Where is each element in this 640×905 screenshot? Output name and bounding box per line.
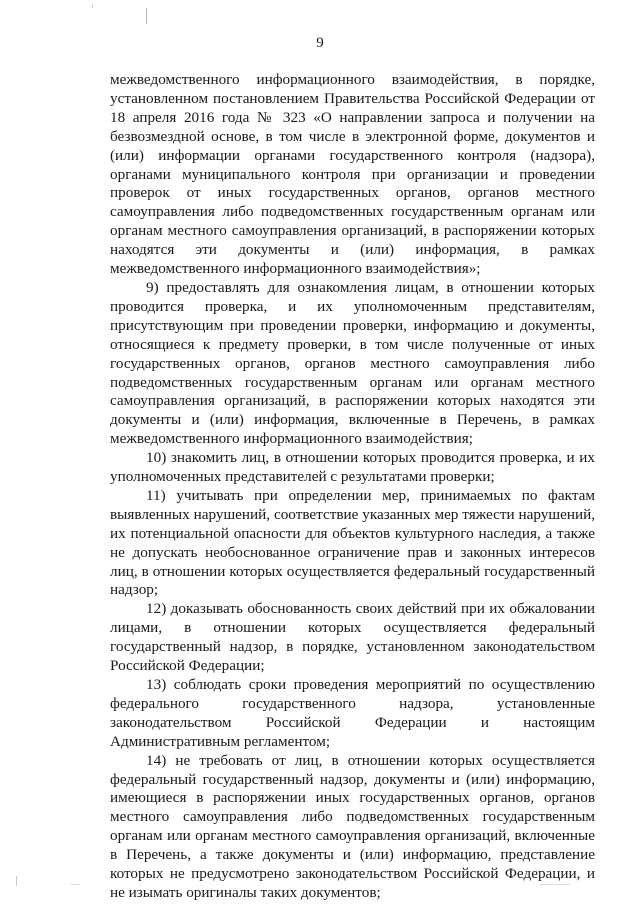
paragraph-item-9: 9) предоставлять для ознакомления лицам, в отношении которых проводится проверка, и их уполномоченным представителям, присутствующим при проведении проверки, информацию и документы, относящиеся к предмету проверки, в том числе полученные от иных государственных органов, органов местного самоуправления либо подведомственных государственным органам или органам местного самоуправления организаций, в распоряжении которых находятся эти документы и (или) информация, включенные в Перечень, в рамках межведомственного информационного взаимодействия; [110,278,595,448]
scan-artifact [70,884,80,885]
paragraph-item-10: 10) знакомить лиц, в отношении которых проводится проверка, и их уполномоченных представителей с результатами проверки; [110,449,595,486]
paragraph-item-13: 13) соблюдать сроки проведения мероприятий по осуществлению федерального государственного надзора, установленные законодательством Российской Федерации и настоящим Административным регламентом; [110,676,595,750]
paragraph-item-12: 12) доказывать обоснованность своих действий при их обжаловании лицами, в отношении которых осуществляется федеральный государственный надзор, в порядке, установленном законодательством Российской Федерации; [110,600,595,675]
paragraph-item-11: 11) учитывать при определении мер, принимаемых по фактам выявленных нарушений, соответствие указанных мер тяжести нарушений, их потенциальной опасности для объектов культурного наследия, а также не допускать необоснованное ограничение прав и законных интересов лиц, в отношении которых осуществляется федеральный государственный надзор; [110,486,595,599]
paragraph-item-14: 14) не требовать от лиц, в отношении которых осуществляется федеральный государственный надзор, документы и (или) информацию, имеющиеся в распоряжении иных государственных органов, органов местного самоуправления либо подведомственных государственным органам или органам местного самоуправления организаций, включенные в Перечень, а также документы и (или) информацию, представление которых не предусмотрено законодательством Российской Федерации, и не изымать оригиналы таких документов; [110,751,595,901]
page-number: 9 [316,35,324,51]
paragraph-continuation: межведомственного информационного взаимодействия, в порядке, установленном постановлением Правительства Российской Федерации от 18 апреля 2016 года № 323 «О направлении запроса и получении на безвозмездной основе, в том числе в электронной форме, документов и (или) информации органами государственного контроля (надзора), органами муниципального контроля при организации и проведении проверок от иных государственных органов, органов местного самоуправления либо подведомственных государственным органам или органам местного самоуправления организаций, в распоряжении которых находятся эти документы и (или) информация, в рамках межведомственного информационного взаимодействия»; [110,71,595,278]
scan-artifact [146,8,147,24]
scan-artifact [92,4,93,8]
document-body [110,71,595,903]
scan-artifact [16,876,17,886]
